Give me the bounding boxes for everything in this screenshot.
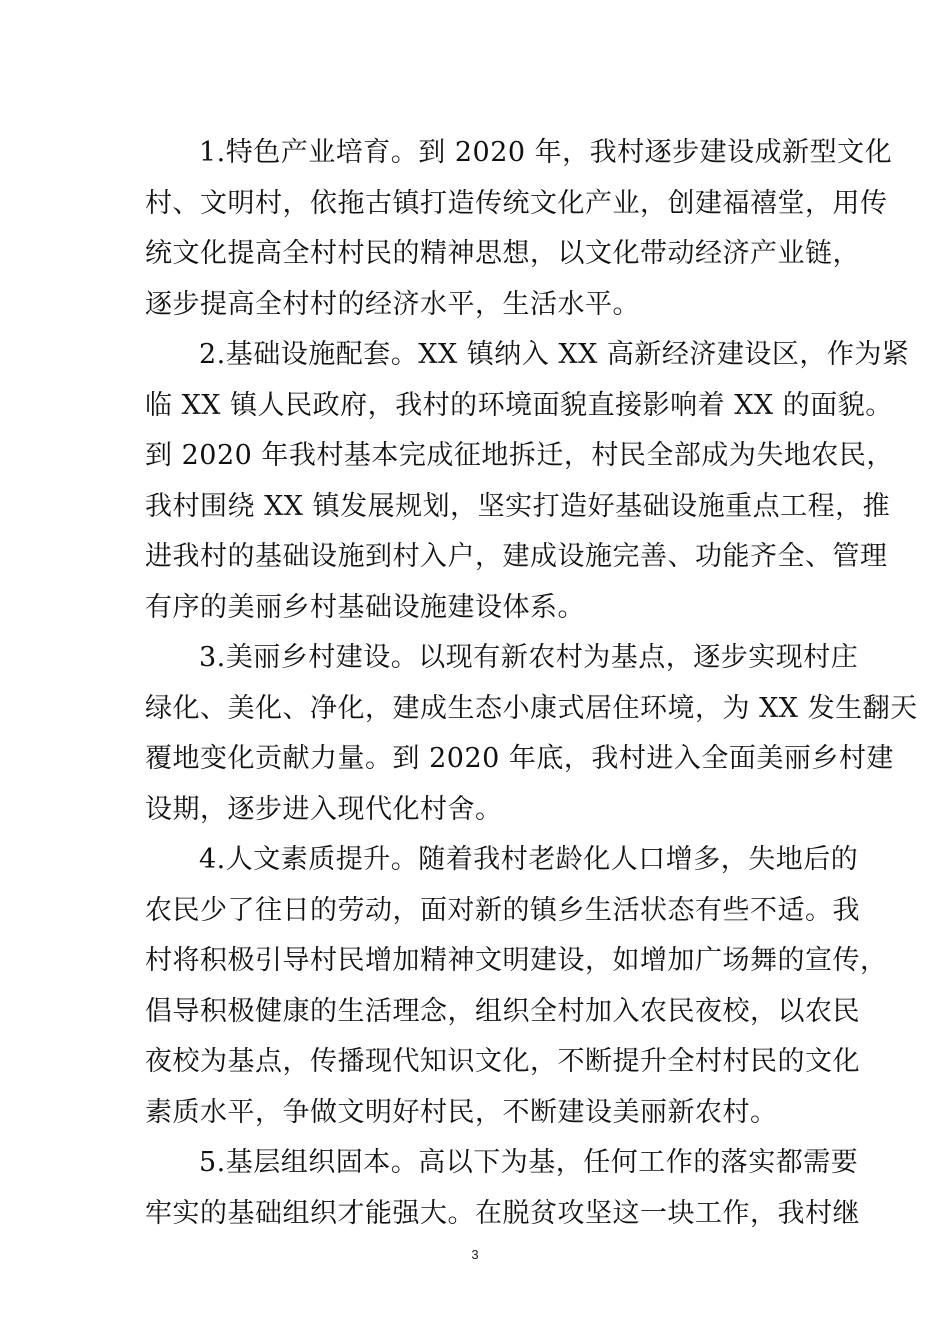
- text-line: 到 2020 年我村基本完成征地拆迁，村民全部成为失地农民，: [145, 440, 894, 471]
- text-line: 村将积极引导村民增加精神文明建设，如增加广场舞的宣传，: [145, 945, 888, 976]
- text-line: 1.特色产业培育。到 2020 年，我村逐步建设成新型文化: [199, 137, 893, 168]
- text-line: 夜校为基点，传播现代知识文化，不断提升全村村民的文化: [145, 1046, 860, 1077]
- text-line: 5.基层组织固本。高以下为基，任何工作的落实都需要: [199, 1147, 859, 1178]
- paragraph-cultural-quality: [145, 835, 888, 1138]
- text-line: 统文化提高全村村民的精神思想，以文化带动经济产业链，: [145, 238, 860, 269]
- text-line: 绿化、美化、净化，建成生态小康式居住环境，为 XX 发生翻天: [145, 692, 918, 724]
- text-line: 村、文明村，依拖古镇打造传统文化产业，创建福禧堂，用传: [145, 187, 888, 219]
- text-line: 农民少了往日的劳动，面对新的镇乡生活状态有些不适。我: [145, 894, 860, 926]
- text-line: 倡导积极健康的生活理念，组织全村加入农民夜校，以农民: [145, 995, 860, 1027]
- text-line: 我村围绕 XX 镇发展规划，坚实打造好基础设施重点工程，推: [145, 490, 891, 522]
- text-line: 设期，逐步进入现代化村舍。: [145, 793, 503, 825]
- text-line: 逐步提高全村村的经济水平，生活水平。: [145, 288, 640, 320]
- page-number: 3: [471, 1247, 479, 1262]
- text-line: 有序的美丽乡村基础设施建设体系。: [145, 591, 585, 623]
- text-line: 临 XX 镇人民政府，我村的环境面貌直接影响着 XX 的面貌。: [145, 389, 893, 421]
- text-line: 2.基础设施配套。XX 镇纳入 XX 高新经济建设区，作为紧: [199, 339, 910, 370]
- paragraph-industry: [145, 128, 893, 330]
- paragraph-infrastructure: [145, 330, 910, 633]
- text-line: 素质水平，争做文明好村民，不断建设美丽新农村。: [145, 1096, 778, 1128]
- text-line: 4.人文素质提升。随着我村老龄化人口增多，失地后的: [199, 844, 859, 875]
- paragraph-beautiful-village: [145, 633, 918, 835]
- text-line: 牢实的基础组织才能强大。在脱贫攻坚这一块工作，我村继: [145, 1197, 860, 1229]
- text-line: 3.美丽乡村建设。以现有新农村为基点，逐步实现村庄: [199, 642, 859, 673]
- body-text: [145, 128, 918, 1239]
- paragraph-grassroots-organization: [145, 1138, 860, 1239]
- text-line: 覆地变化贡献力量。到 2020 年底，我村进入全面美丽乡村建: [145, 743, 894, 774]
- text-line: 进我村的基础设施到村入户，建成设施完善、功能齐全、管理: [145, 541, 888, 572]
